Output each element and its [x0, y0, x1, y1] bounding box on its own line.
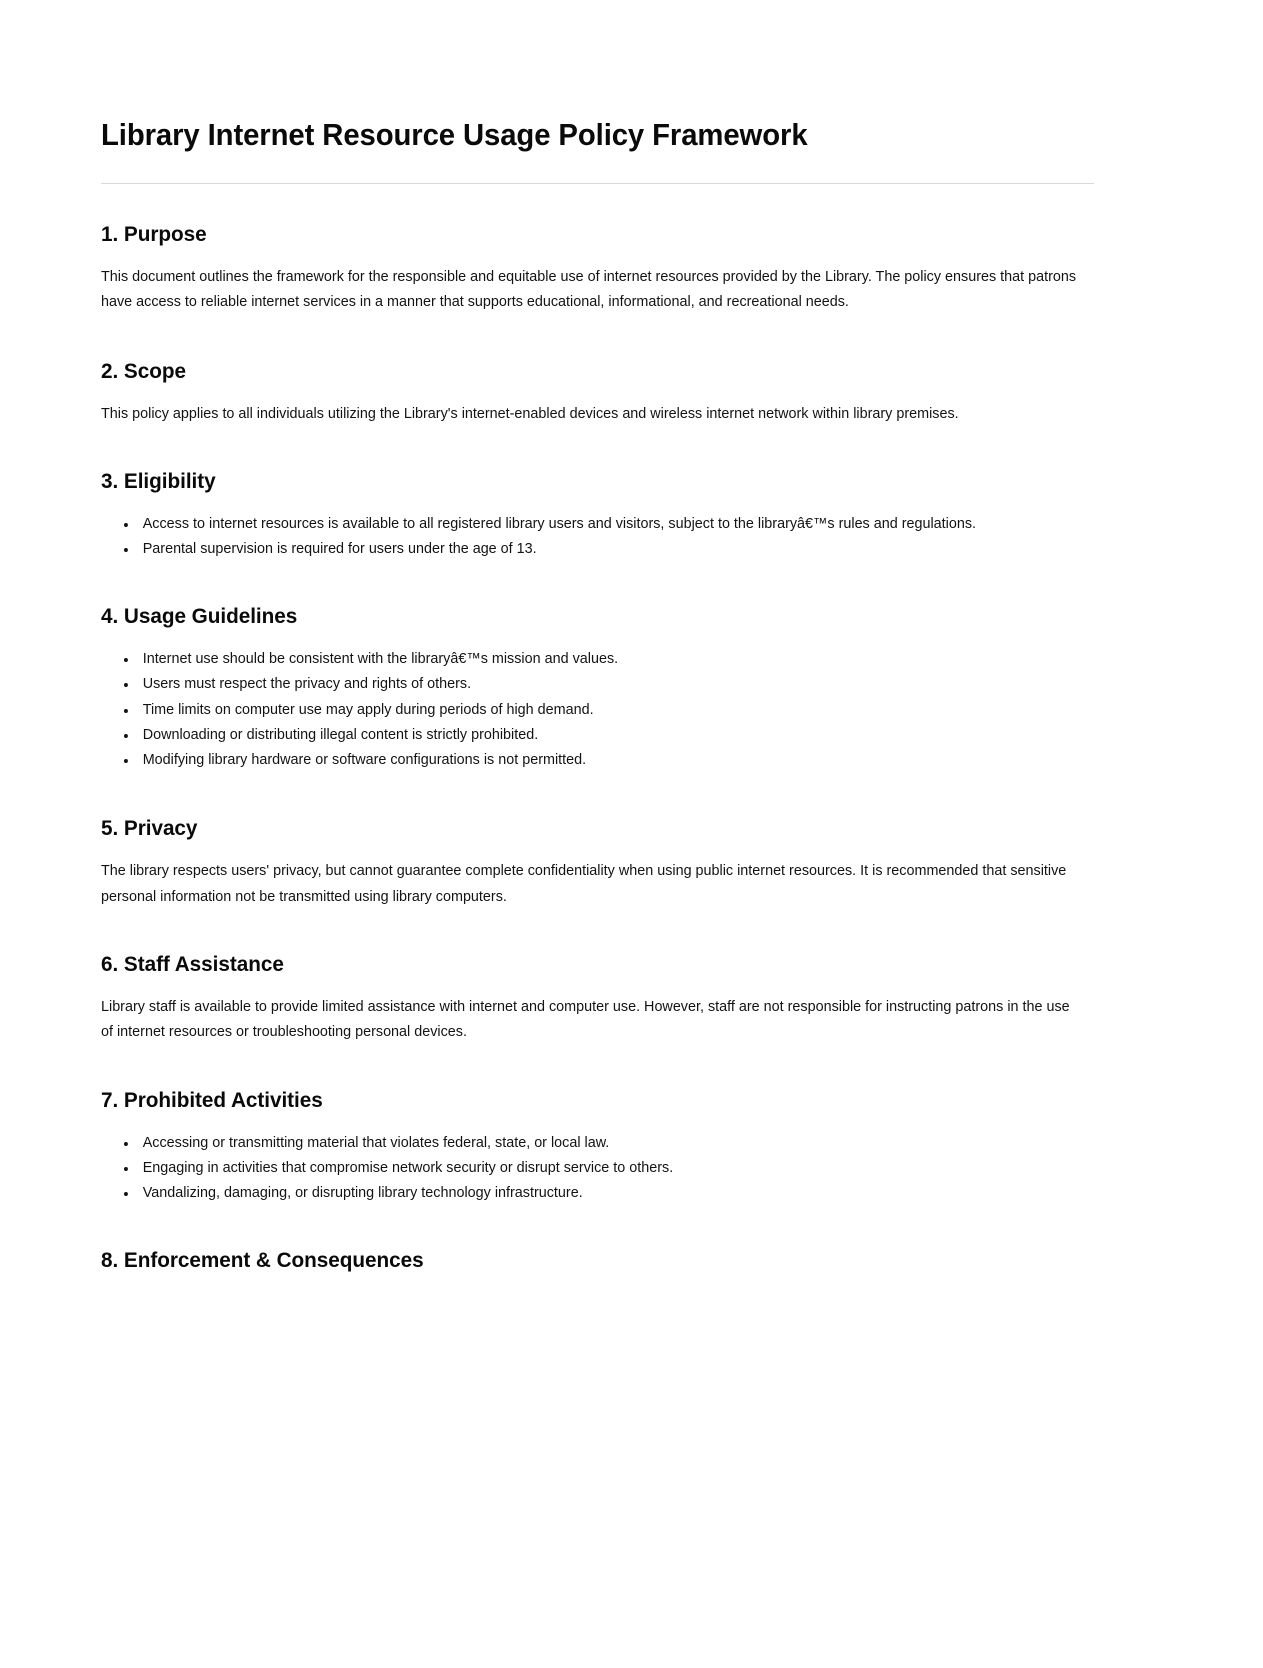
- section-list-eligibility: [101, 512, 1095, 562]
- section-heading-enforcement-consequences: 8. Enforcement & Consequences: [101, 1248, 424, 1273]
- section-scope: [101, 359, 1095, 427]
- section-body-purpose: This document outlines the framework for the responsible and equitable use of internet resources provided by the Library. The policy ensures that patrons have access to reliable internet services in a manner that supports educational, informational, and recreational needs.: [101, 268, 1077, 311]
- list-item: Downloading or distributing illegal content is strictly prohibited.: [123, 723, 1080, 748]
- page-title: Library Internet Resource Usage Policy Framework: [101, 118, 808, 152]
- section-staff-assistance: [101, 952, 1095, 1046]
- section-body-staff-assistance: Library staff is available to provide limited assistance with internet and computer use. However, staff are not responsible for instructing patrons in the use of internet resources or troubleshooting personal devices.: [101, 998, 1070, 1041]
- list-item: Internet use should be consistent with the libraryâ€™s mission and values.: [123, 647, 1080, 672]
- section-usage-guidelines: [101, 604, 1095, 773]
- list-item: Parental supervision is required for users under the age of 13.: [123, 537, 1080, 562]
- list-item: Time limits on computer use may apply during periods of high demand.: [123, 698, 1080, 723]
- section-prohibited-activities: [101, 1088, 1095, 1206]
- list-item: Vandalizing, damaging, or disrupting library technology infrastructure.: [123, 1181, 1080, 1206]
- section-heading-usage-guidelines: 4. Usage Guidelines: [101, 604, 298, 629]
- section-heading-purpose: 1. Purpose: [101, 222, 207, 247]
- list-item: Users must respect the privacy and rights of others.: [123, 672, 1080, 697]
- section-list-prohibited-activities: [101, 1131, 1095, 1207]
- section-heading-staff-assistance: 6. Staff Assistance: [101, 952, 284, 977]
- section-list-usage-guidelines: [101, 647, 1095, 773]
- list-item: Engaging in activities that compromise network security or disrupt service to others.: [123, 1156, 1080, 1181]
- section-heading-scope: 2. Scope: [101, 358, 186, 383]
- section-heading-eligibility: 3. Eligibility: [101, 469, 216, 494]
- title-divider: [101, 183, 1094, 184]
- section-heading-privacy: 5. Privacy: [101, 816, 198, 841]
- section-heading-prohibited-activities: 7. Prohibited Activities: [101, 1087, 323, 1112]
- list-item: Modifying library hardware or software configurations is not permitted.: [123, 748, 1080, 773]
- section-eligibility: [101, 469, 1095, 562]
- list-item: Access to internet resources is available to all registered library users and visitors, subject to the libraryâ€™s rules and regulations.: [123, 512, 1080, 537]
- section-privacy: [101, 816, 1095, 910]
- section-enforcement-consequences: [101, 1248, 1095, 1274]
- section-body-scope: This policy applies to all individuals utilizing the Library's internet-enabled devices and wireless internet network within library premises.: [101, 405, 959, 422]
- section-purpose: [101, 222, 1095, 316]
- list-item: Accessing or transmitting material that violates federal, state, or local law.: [123, 1131, 1080, 1156]
- section-body-privacy: The library respects users' privacy, but cannot guarantee complete confidentiality when using public internet resources. It is recommended that sensitive personal information not be transmitted using library computers.: [101, 863, 1067, 905]
